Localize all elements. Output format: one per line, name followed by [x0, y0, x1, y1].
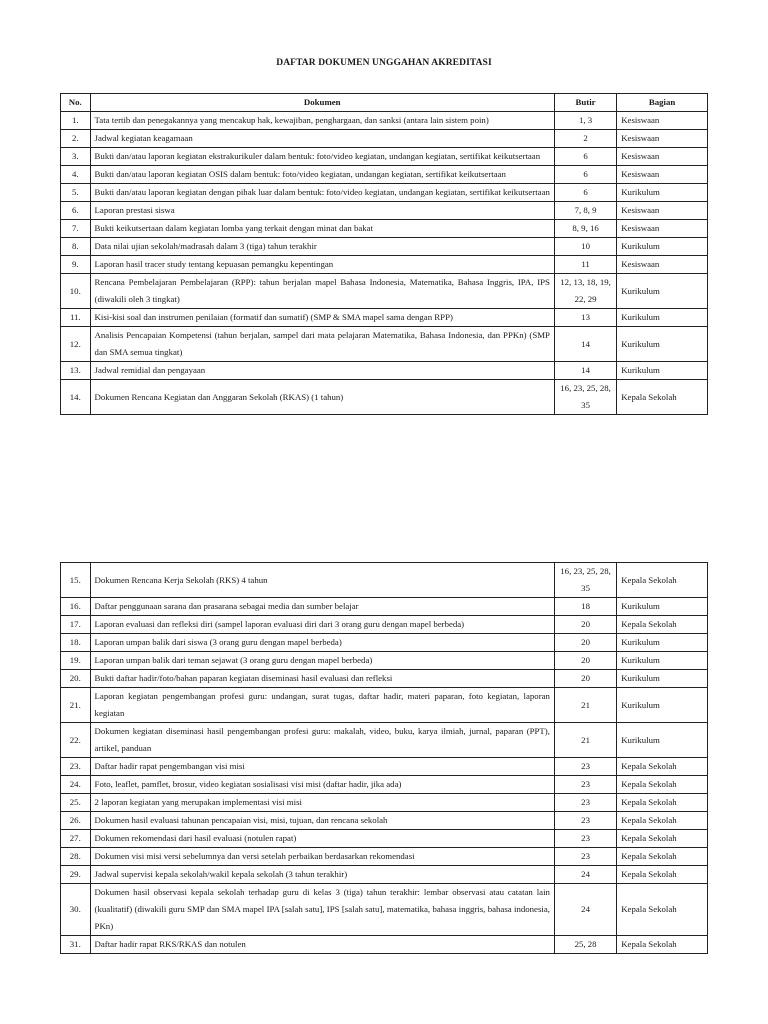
row-bagian: Kepala Sekolah	[617, 616, 708, 634]
row-bagian: Kurikulum	[617, 723, 708, 758]
row-bagian: Kurikulum	[617, 652, 708, 670]
row-bagian: Kurikulum	[617, 598, 708, 616]
row-bagian: Kurikulum	[617, 184, 708, 202]
row-document: Laporan hasil tracer study tentang kepuasan pemangku kepentingan	[90, 256, 554, 274]
table-row	[61, 652, 708, 670]
table-row	[61, 112, 708, 130]
row-bagian: Kurikulum	[617, 238, 708, 256]
row-document: Laporan umpan balik dari siswa (3 orang guru dengan mapel berbeda)	[90, 634, 554, 652]
row-document: Foto, leaflet, pamflet, brosur, video kegiatan sosialisasi visi misi (daftar hadir, jika ada)	[90, 776, 554, 794]
row-document: Bukti dan/atau laporan kegiatan dengan pihak luar dalam bentuk: foto/video kegiatan, undangan kegiatan, sertifikat keikutsertaan	[90, 184, 554, 202]
row-number: 31.	[61, 936, 91, 954]
row-butir: 21	[554, 723, 616, 758]
row-bagian: Kurikulum	[617, 670, 708, 688]
table-row	[61, 794, 708, 812]
row-document: Jadwal supervisi kepala sekolah/wakil kepala sekolah (3 tahun terakhir)	[90, 866, 554, 884]
row-butir: 6	[554, 148, 616, 166]
row-bagian: Kurikulum	[617, 688, 708, 723]
table-row	[61, 616, 708, 634]
table-row	[61, 884, 708, 936]
row-bagian: Kurikulum	[617, 327, 708, 362]
table-row	[61, 812, 708, 830]
row-butir: 20	[554, 670, 616, 688]
row-document: Laporan kegiatan pengembangan profesi guru: undangan, surat tugas, daftar hadir, materi paparan, foto kegiatan, laporan kegiatan	[90, 688, 554, 723]
document-table-part-1	[60, 93, 708, 415]
row-document: Dokumen Rencana Kegiatan dan Anggaran Sekolah (RKAS) (1 tahun)	[90, 380, 554, 415]
row-bagian: Kepala Sekolah	[617, 830, 708, 848]
document-table-part-2	[60, 562, 708, 954]
table-row	[61, 184, 708, 202]
row-butir: 16, 23, 25, 28, 35	[554, 563, 616, 598]
row-document: Bukti daftar hadir/foto/bahan paparan kegiatan diseminasi hasil evaluasi dan refleksi	[90, 670, 554, 688]
table-row	[61, 148, 708, 166]
row-number: 12.	[61, 327, 91, 362]
row-bagian: Kesiswaan	[617, 256, 708, 274]
row-bagian: Kesiswaan	[617, 220, 708, 238]
row-butir: 7, 8, 9	[554, 202, 616, 220]
row-butir: 14	[554, 362, 616, 380]
row-butir: 18	[554, 598, 616, 616]
row-document: Daftar hadir rapat pengembangan visi misi	[90, 758, 554, 776]
row-butir: 24	[554, 866, 616, 884]
row-bagian: Kesiswaan	[617, 202, 708, 220]
row-butir: 16, 23, 25, 28, 35	[554, 380, 616, 415]
row-number: 7.	[61, 220, 91, 238]
table-row	[61, 380, 708, 415]
row-document: Dokumen Rencana Kerja Sekolah (RKS) 4 tahun	[90, 563, 554, 598]
row-number: 8.	[61, 238, 91, 256]
row-bagian: Kepala Sekolah	[617, 794, 708, 812]
row-number: 3.	[61, 148, 91, 166]
table-row	[61, 362, 708, 380]
table-row	[61, 202, 708, 220]
row-number: 25.	[61, 794, 91, 812]
row-document: Data nilai ujian sekolah/madrasah dalam 3 (tiga) tahun terakhir	[90, 238, 554, 256]
row-number: 2.	[61, 130, 91, 148]
row-document: Jadwal remidial dan pengayaan	[90, 362, 554, 380]
row-butir: 1, 3	[554, 112, 616, 130]
row-bagian: Kepala Sekolah	[617, 936, 708, 954]
row-number: 29.	[61, 866, 91, 884]
table-row	[61, 256, 708, 274]
row-bagian: Kurikulum	[617, 274, 708, 309]
row-document: Bukti dan/atau laporan kegiatan OSIS dalam bentuk: foto/video kegiatan, undangan kegiatan, sertifikat keikutsertaan	[90, 166, 554, 184]
table-row	[61, 327, 708, 362]
row-number: 24.	[61, 776, 91, 794]
row-butir: 14	[554, 327, 616, 362]
row-document: Tata tertib dan penegakannya yang mencakup hak, kewajiban, penghargaan, dan sanksi (antara lain sistem poin)	[90, 112, 554, 130]
row-number: 27.	[61, 830, 91, 848]
row-number: 11.	[61, 309, 91, 327]
table-row	[61, 274, 708, 309]
row-number: 20.	[61, 670, 91, 688]
row-butir: 23	[554, 776, 616, 794]
row-butir: 6	[554, 184, 616, 202]
row-bagian: Kurikulum	[617, 309, 708, 327]
row-document: Dokumen hasil evaluasi tahunan pencapaian visi, misi, tujuan, dan rencana sekolah	[90, 812, 554, 830]
row-butir: 23	[554, 758, 616, 776]
row-bagian: Kesiswaan	[617, 130, 708, 148]
row-butir: 12, 13, 18, 19, 22, 29	[554, 274, 616, 309]
table-row	[61, 563, 708, 598]
row-document: Kisi-kisi soal dan instrumen penilaian (formatif dan sumatif) (SMP & SMA mapel sama dengan RPP)	[90, 309, 554, 327]
row-butir: 23	[554, 830, 616, 848]
header-dokumen: Dokumen	[90, 94, 554, 112]
row-bagian: Kepala Sekolah	[617, 563, 708, 598]
table-row	[61, 166, 708, 184]
row-document: Bukti dan/atau laporan kegiatan ekstrakurikuler dalam bentuk: foto/video kegiatan, undangan kegiatan, sertifikat keikutsertaan	[90, 148, 554, 166]
row-butir: 11	[554, 256, 616, 274]
row-document: Laporan evaluasi dan refleksi diri (sampel laporan evaluasi diri dari 3 orang guru dengan mapel berbeda)	[90, 616, 554, 634]
table-row	[61, 238, 708, 256]
row-document: Dokumen rekomendasi dari hasil evaluasi (notulen rapat)	[90, 830, 554, 848]
row-number: 6.	[61, 202, 91, 220]
row-butir: 23	[554, 848, 616, 866]
row-number: 16.	[61, 598, 91, 616]
row-document: Dokumen kegiatan diseminasi hasil pengembangan profesi guru: makalah, video, buku, karya ilmiah, jurnal, paparan (PPT), artikel, panduan	[90, 723, 554, 758]
row-bagian: Kepala Sekolah	[617, 884, 708, 936]
row-bagian: Kepala Sekolah	[617, 848, 708, 866]
table-row	[61, 848, 708, 866]
row-butir: 23	[554, 794, 616, 812]
row-butir: 20	[554, 652, 616, 670]
document-title: DAFTAR DOKUMEN UNGGAHAN AKREDITASI	[276, 58, 492, 68]
table-row	[61, 866, 708, 884]
row-number: 14.	[61, 380, 91, 415]
table-header-row	[61, 94, 708, 112]
row-bagian: Kepala Sekolah	[617, 776, 708, 794]
row-butir: 20	[554, 634, 616, 652]
row-butir: 2	[554, 130, 616, 148]
row-bagian: Kepala Sekolah	[617, 812, 708, 830]
row-butir: 8, 9, 16	[554, 220, 616, 238]
table-row	[61, 776, 708, 794]
row-document: Jadwal kegiatan keagamaan	[90, 130, 554, 148]
row-number: 18.	[61, 634, 91, 652]
row-number: 19.	[61, 652, 91, 670]
row-bagian: Kesiswaan	[617, 148, 708, 166]
row-butir: 20	[554, 616, 616, 634]
row-bagian: Kurikulum	[617, 362, 708, 380]
row-number: 5.	[61, 184, 91, 202]
row-document: Dokumen visi misi versi sebelumnya dan versi setelah perbaikan berdasarkan rekomendasi	[90, 848, 554, 866]
header-butir: Butir	[554, 94, 616, 112]
header-no: No.	[61, 94, 91, 112]
row-number: 21.	[61, 688, 91, 723]
row-number: 30.	[61, 884, 91, 936]
table-row	[61, 758, 708, 776]
row-document: Rencana Pembelajaran Pembelajaran (RPP): tahun berjalan mapel Bahasa Indonesia, Matematika, Bahasa Inggris, IPA, IPS (diwakili oleh 3 tingkat)	[90, 274, 554, 309]
row-number: 1.	[61, 112, 91, 130]
row-butir: 10	[554, 238, 616, 256]
row-butir: 13	[554, 309, 616, 327]
row-butir: 6	[554, 166, 616, 184]
row-bagian: Kepala Sekolah	[617, 758, 708, 776]
row-number: 15.	[61, 563, 91, 598]
table-row	[61, 688, 708, 723]
row-bagian: Kepala Sekolah	[617, 380, 708, 415]
row-number: 28.	[61, 848, 91, 866]
table-row	[61, 634, 708, 652]
table-row	[61, 598, 708, 616]
row-number: 9.	[61, 256, 91, 274]
row-document: Laporan prestasi siswa	[90, 202, 554, 220]
row-number: 26.	[61, 812, 91, 830]
table-row	[61, 723, 708, 758]
table-row	[61, 830, 708, 848]
row-number: 4.	[61, 166, 91, 184]
row-butir: 21	[554, 688, 616, 723]
row-bagian: Kesiswaan	[617, 166, 708, 184]
table-row	[61, 309, 708, 327]
row-bagian: Kesiswaan	[617, 112, 708, 130]
row-number: 22.	[61, 723, 91, 758]
row-number: 13.	[61, 362, 91, 380]
table-row	[61, 936, 708, 954]
row-document: Daftar hadir rapat RKS/RKAS dan notulen	[90, 936, 554, 954]
row-document: Daftar penggunaan sarana dan prasarana sebagai media dan sumber belajar	[90, 598, 554, 616]
row-document: Analisis Pencapaian Kompetensi (tahun berjalan, sampel dari mata pelajaran Matematika, Bahasa Indonesia, dan PPKn) (SMP dan SMA semua tingkat)	[90, 327, 554, 362]
row-document: 2 laporan kegiatan yang merupakan implementasi visi misi	[90, 794, 554, 812]
row-bagian: Kepala Sekolah	[617, 866, 708, 884]
row-butir: 24	[554, 884, 616, 936]
row-number: 23.	[61, 758, 91, 776]
row-bagian: Kurikulum	[617, 634, 708, 652]
row-document: Laporan umpan balik dari teman sejawat (3 orang guru dengan mapel berbeda)	[90, 652, 554, 670]
row-butir: 23	[554, 812, 616, 830]
row-butir: 25, 28	[554, 936, 616, 954]
row-document: Dokumen hasil observasi kepala sekolah terhadap guru di kelas 3 (tiga) tahun terakhir: lembar observasi atau catatan lain (kualitatif) (diwakili guru SMP dan SMA mapel IPA [salah satu], IPS [salah satu], matematika, bahasa inggris, bahasa indonesia, PKn)	[90, 884, 554, 936]
row-document: Bukti keikutsertaan dalam kegiatan lomba yang terkait dengan minat dan bakat	[90, 220, 554, 238]
table-row	[61, 220, 708, 238]
row-number: 17.	[61, 616, 91, 634]
table-row	[61, 130, 708, 148]
header-bagian: Bagian	[617, 94, 708, 112]
table-row	[61, 670, 708, 688]
row-number: 10.	[61, 274, 91, 309]
